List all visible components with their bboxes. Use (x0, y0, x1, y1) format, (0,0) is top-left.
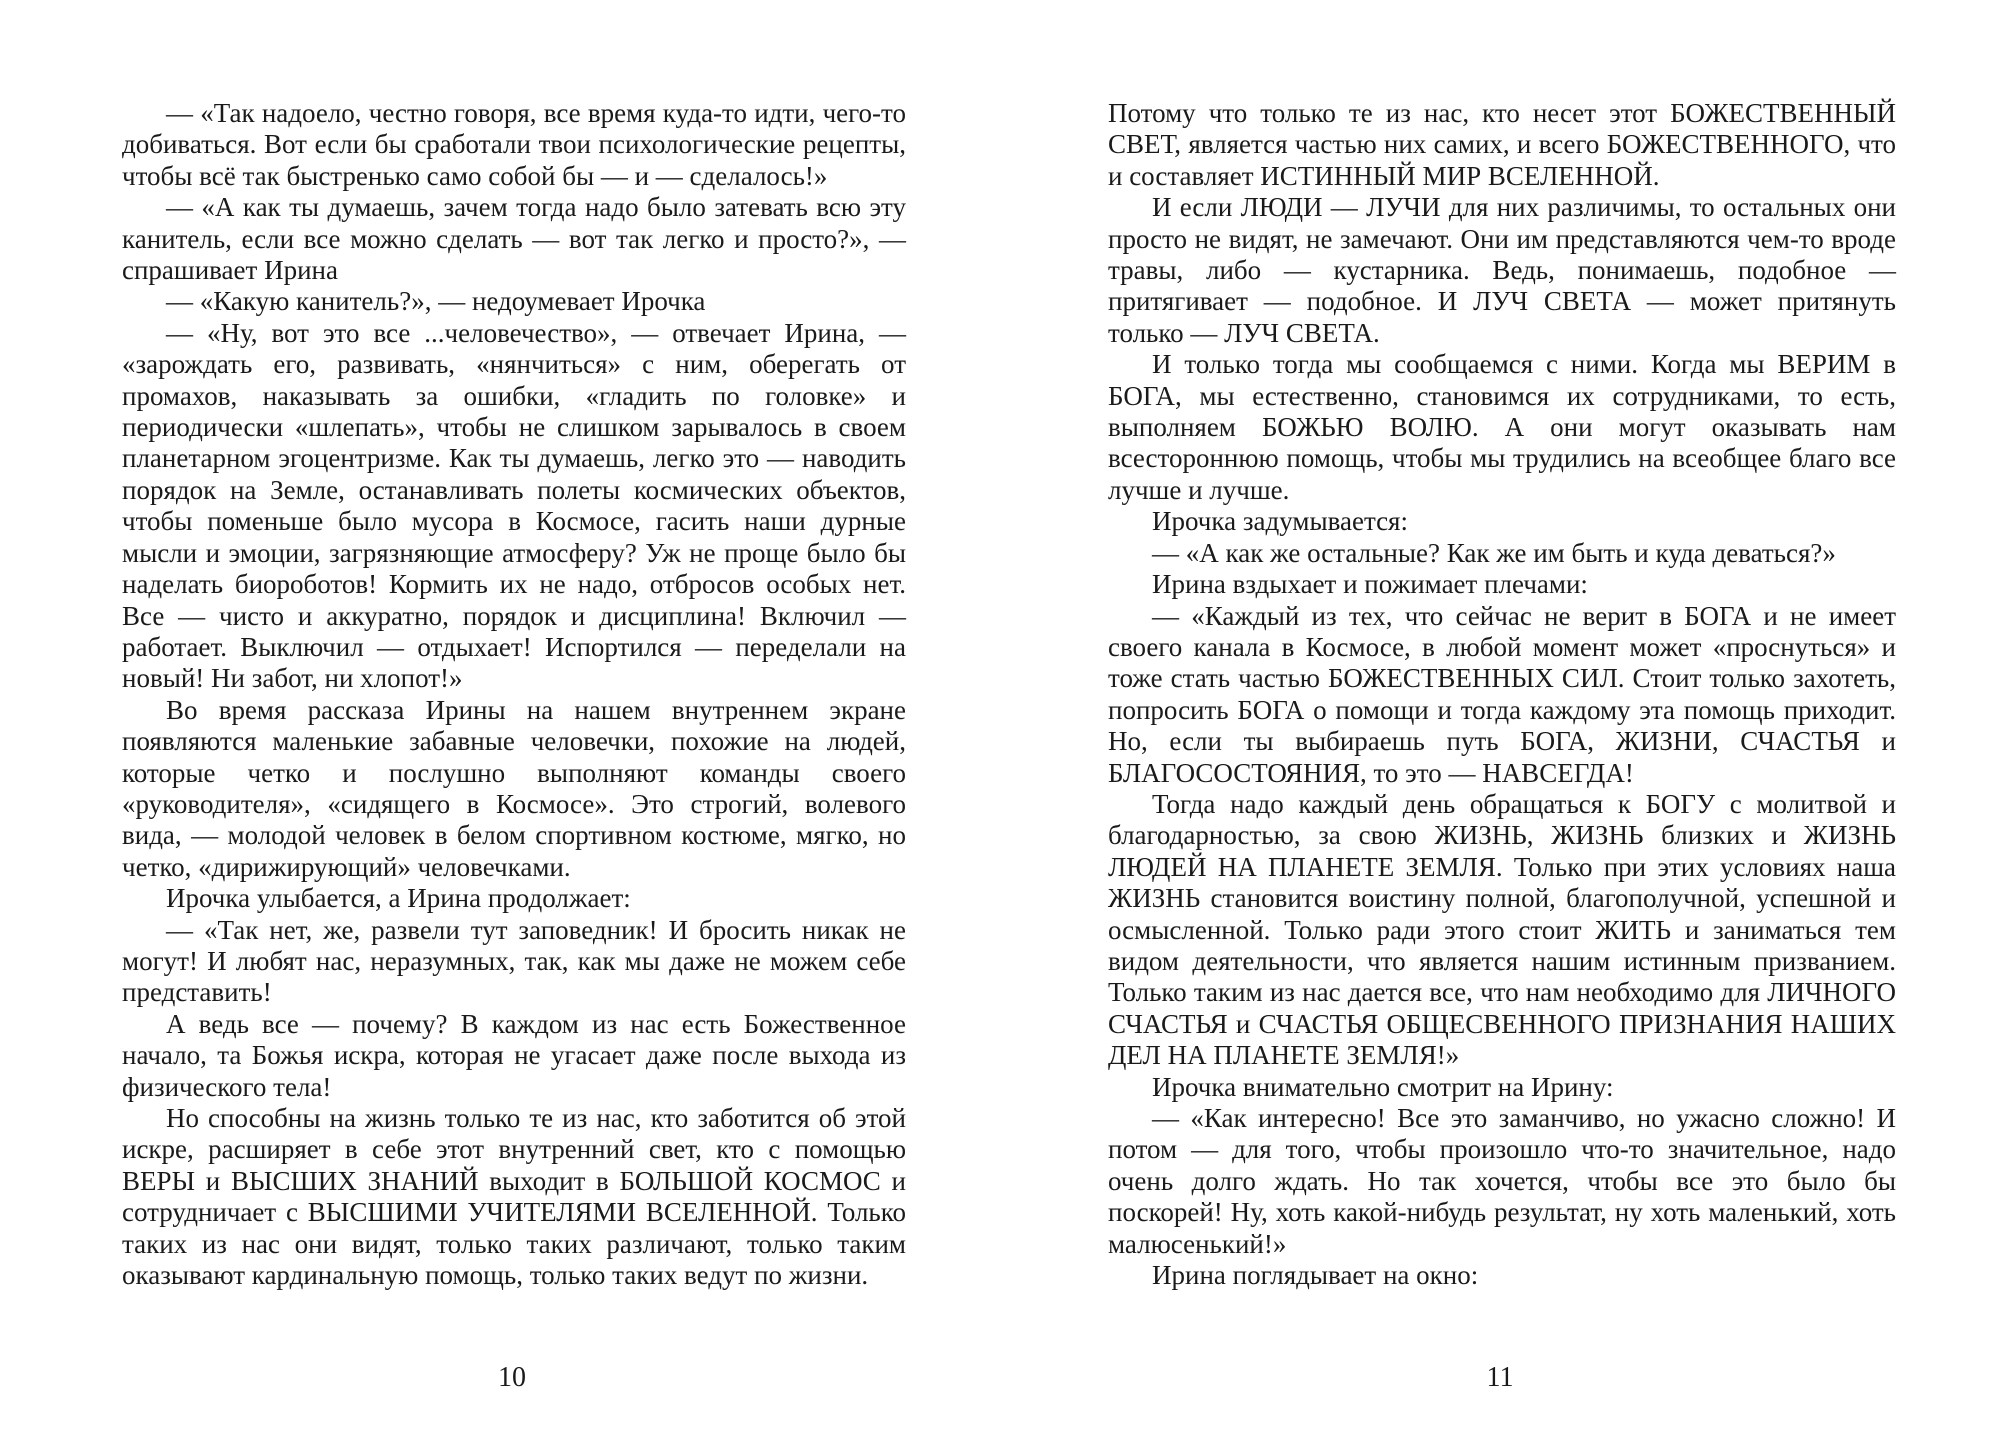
page-number: 11 (1486, 1362, 1514, 1393)
paragraph: И если ЛЮДИ — ЛУЧИ для них различимы, то остальных они просто не видят, не замечают. Они им представляются чем-то вроде травы, либо — кустарника. Ведь, понимаешь, подобное — притягивает — подобное. И ЛУЧ СВЕТА — может притянуть только — ЛУЧ СВЕТА. (1108, 192, 1896, 348)
paragraph: Ирочка улыбается, а Ирина продолжает: (166, 883, 631, 914)
paragraph: Ирочка задумывается: (1152, 506, 1408, 537)
paragraph: — «Каждый из тех, что сейчас не верит в БОГА и не имеет своего канала в Космосе, в любой момент может «проснуться» и тоже стать частью БОЖЕСТВЕННЫХ СИЛ. Стоит только захотеть, попросить БОГА о помощи и тогда каждому эта помощь приходит. Но, если ты выбираешь путь БОГА, ЖИЗНИ, СЧАСТЬЯ и БЛАГОСОСТОЯНИЯ, то это — НАВСЕГДА! (1108, 600, 1896, 788)
paragraph: Ирочка внимательно смотрит на Ирину: (1152, 1071, 1614, 1102)
right-page-text (1108, 98, 1896, 1291)
paragraph: Ирина поглядывает на окно: (1152, 1260, 1479, 1291)
paragraph: Во время рассказа Ирины на нашем внутреннем экране появляются маленькие забавные человечки, похожие на людей, которые четко и послушно выполняют команды своего «руководителя», «сидящего в Космосе». Это строгий, волевого вида, — молодой человек в белом спортивном костюме, мягко, но четко, «дирижирующий» человечками. (122, 694, 906, 882)
paragraph: — «А как же остальные? Как же им быть и куда деваться?» (1152, 537, 1836, 568)
right-page (1000, 0, 2000, 1455)
page-number: 10 (498, 1362, 526, 1393)
paragraph: — «Как интересно! Все это заманчиво, но ужасно сложно! И потом — для того, чтобы произошло что-то значительное, надо очень долго ждать. Но так хочется, чтобы все это было бы поскорей! Ну, хоть какой-нибудь результат, ну хоть маленький, хоть малюсенький!» (1108, 1103, 1896, 1259)
paragraph: — «Так нет, же, развели тут заповедник! И бросить никак не могут! И любят нас, неразумных, так, как мы даже не можем себе представить! (122, 914, 906, 1008)
paragraph: Ирина вздыхает и пожимает плечами: (1152, 569, 1588, 600)
paragraph: Тогда надо каждый день обращаться к БОГУ с молитвой и благодарностью, за свою ЖИЗНЬ, ЖИЗНЬ близких и ЖИЗНЬ ЛЮДЕЙ НА ПЛАНЕТЕ ЗЕМЛЯ. Только при этих условиях наша ЖИЗНЬ становится воистину полной, благополучной, успешной и осмысленной. Только ради этого стоит ЖИТЬ и заниматься тем видом деятельности, что является нашим истинным призванием. Только таким из нас дается все, что нам необходимо для ЛИЧНОГО СЧАСТЬЯ и СЧАСТЬЯ ОБЩЕСВЕННОГО ПРИЗНАНИЯ НАШИХ ДЕЛ НА ПЛАНЕТЕ ЗЕМЛЯ!» (1108, 788, 1896, 1071)
paragraph: — «Так надоело, честно говоря, все время куда-то идти, чего-то добиваться. Вот если бы сработали твои психологические рецепты, чтобы всё так быстренько само собой бы — и — сделалось!» (122, 98, 906, 191)
left-page-text (122, 98, 906, 1291)
paragraph: — «Ну, вот это все ...человечество», — отвечает Ирина, — «зарождать его, развивать, «нянчиться» с ним, оберегать от промахов, наказывать за ошибки, «гладить по головке» и периодически «шлепать», чтобы не слишком зарывалось в своем планетарном эгоцентризме. Как ты думаешь, легко это — наводить порядок на Земле, останавливать полеты космических объектов, чтобы поменьше было мусора в Космосе, гасить наши дурные мысли и эмоции, загрязняющие атмосферу? Уж не проще было бы наделать биороботов! Кормить их не надо, отбросов особых нет. Все — чисто и аккуратно, порядок и дисциплина! Включил — работает. Выключил — отдыхает! Испортился — переделали на новый! Ни забот, ни хлопот!» (122, 317, 906, 694)
paragraph-continued: Потому что только те из нас, кто несет этот БОЖЕСТВЕННЫЙ СВЕТ, является частью них самих, и всего БОЖЕСТВЕННОГО, что и составляет ИСТИННЫЙ МИР ВСЕЛЕННОЙ. (1108, 98, 1896, 191)
paragraph: — «Какую канитель?», — недоумевает Ирочка (166, 286, 706, 317)
paragraph: — «А как ты думаешь, зачем тогда надо было затевать всю эту канитель, если все можно сделать — вот так легко и просто?», — спрашивает Ирина (122, 192, 906, 286)
paragraph: Но способны на жизнь только те из нас, кто заботится об этой искре, расширяет в себе этот внутренний свет, кто с помощью ВЕРЫ и ВЫСШИХ ЗНАНИЙ выходит в БОЛЬШОЙ КОСМОС и сотрудничает с ВЫСШИМИ УЧИТЕЛЯМИ ВСЕЛЕННОЙ. Только таких из нас они видят, только таких различают, только таким оказывают кардинальную помощь, только таких ведут по жизни. (122, 1103, 906, 1291)
paragraph: И только тогда мы сообщаемся с ними. Когда мы ВЕРИМ в БОГА, мы естественно, становимся их сотрудниками, то есть, выполняем БОЖЬЮ ВОЛЮ. А они могут оказывать нам всестороннюю помощь, чтобы мы трудились на всеобщее благо все лучше и лучше. (1108, 349, 1896, 505)
paragraph: А ведь все — почему? В каждом из нас есть Божественное начало, та Божья искра, которая не угасает даже после выхода из физического тела! (122, 1008, 906, 1102)
